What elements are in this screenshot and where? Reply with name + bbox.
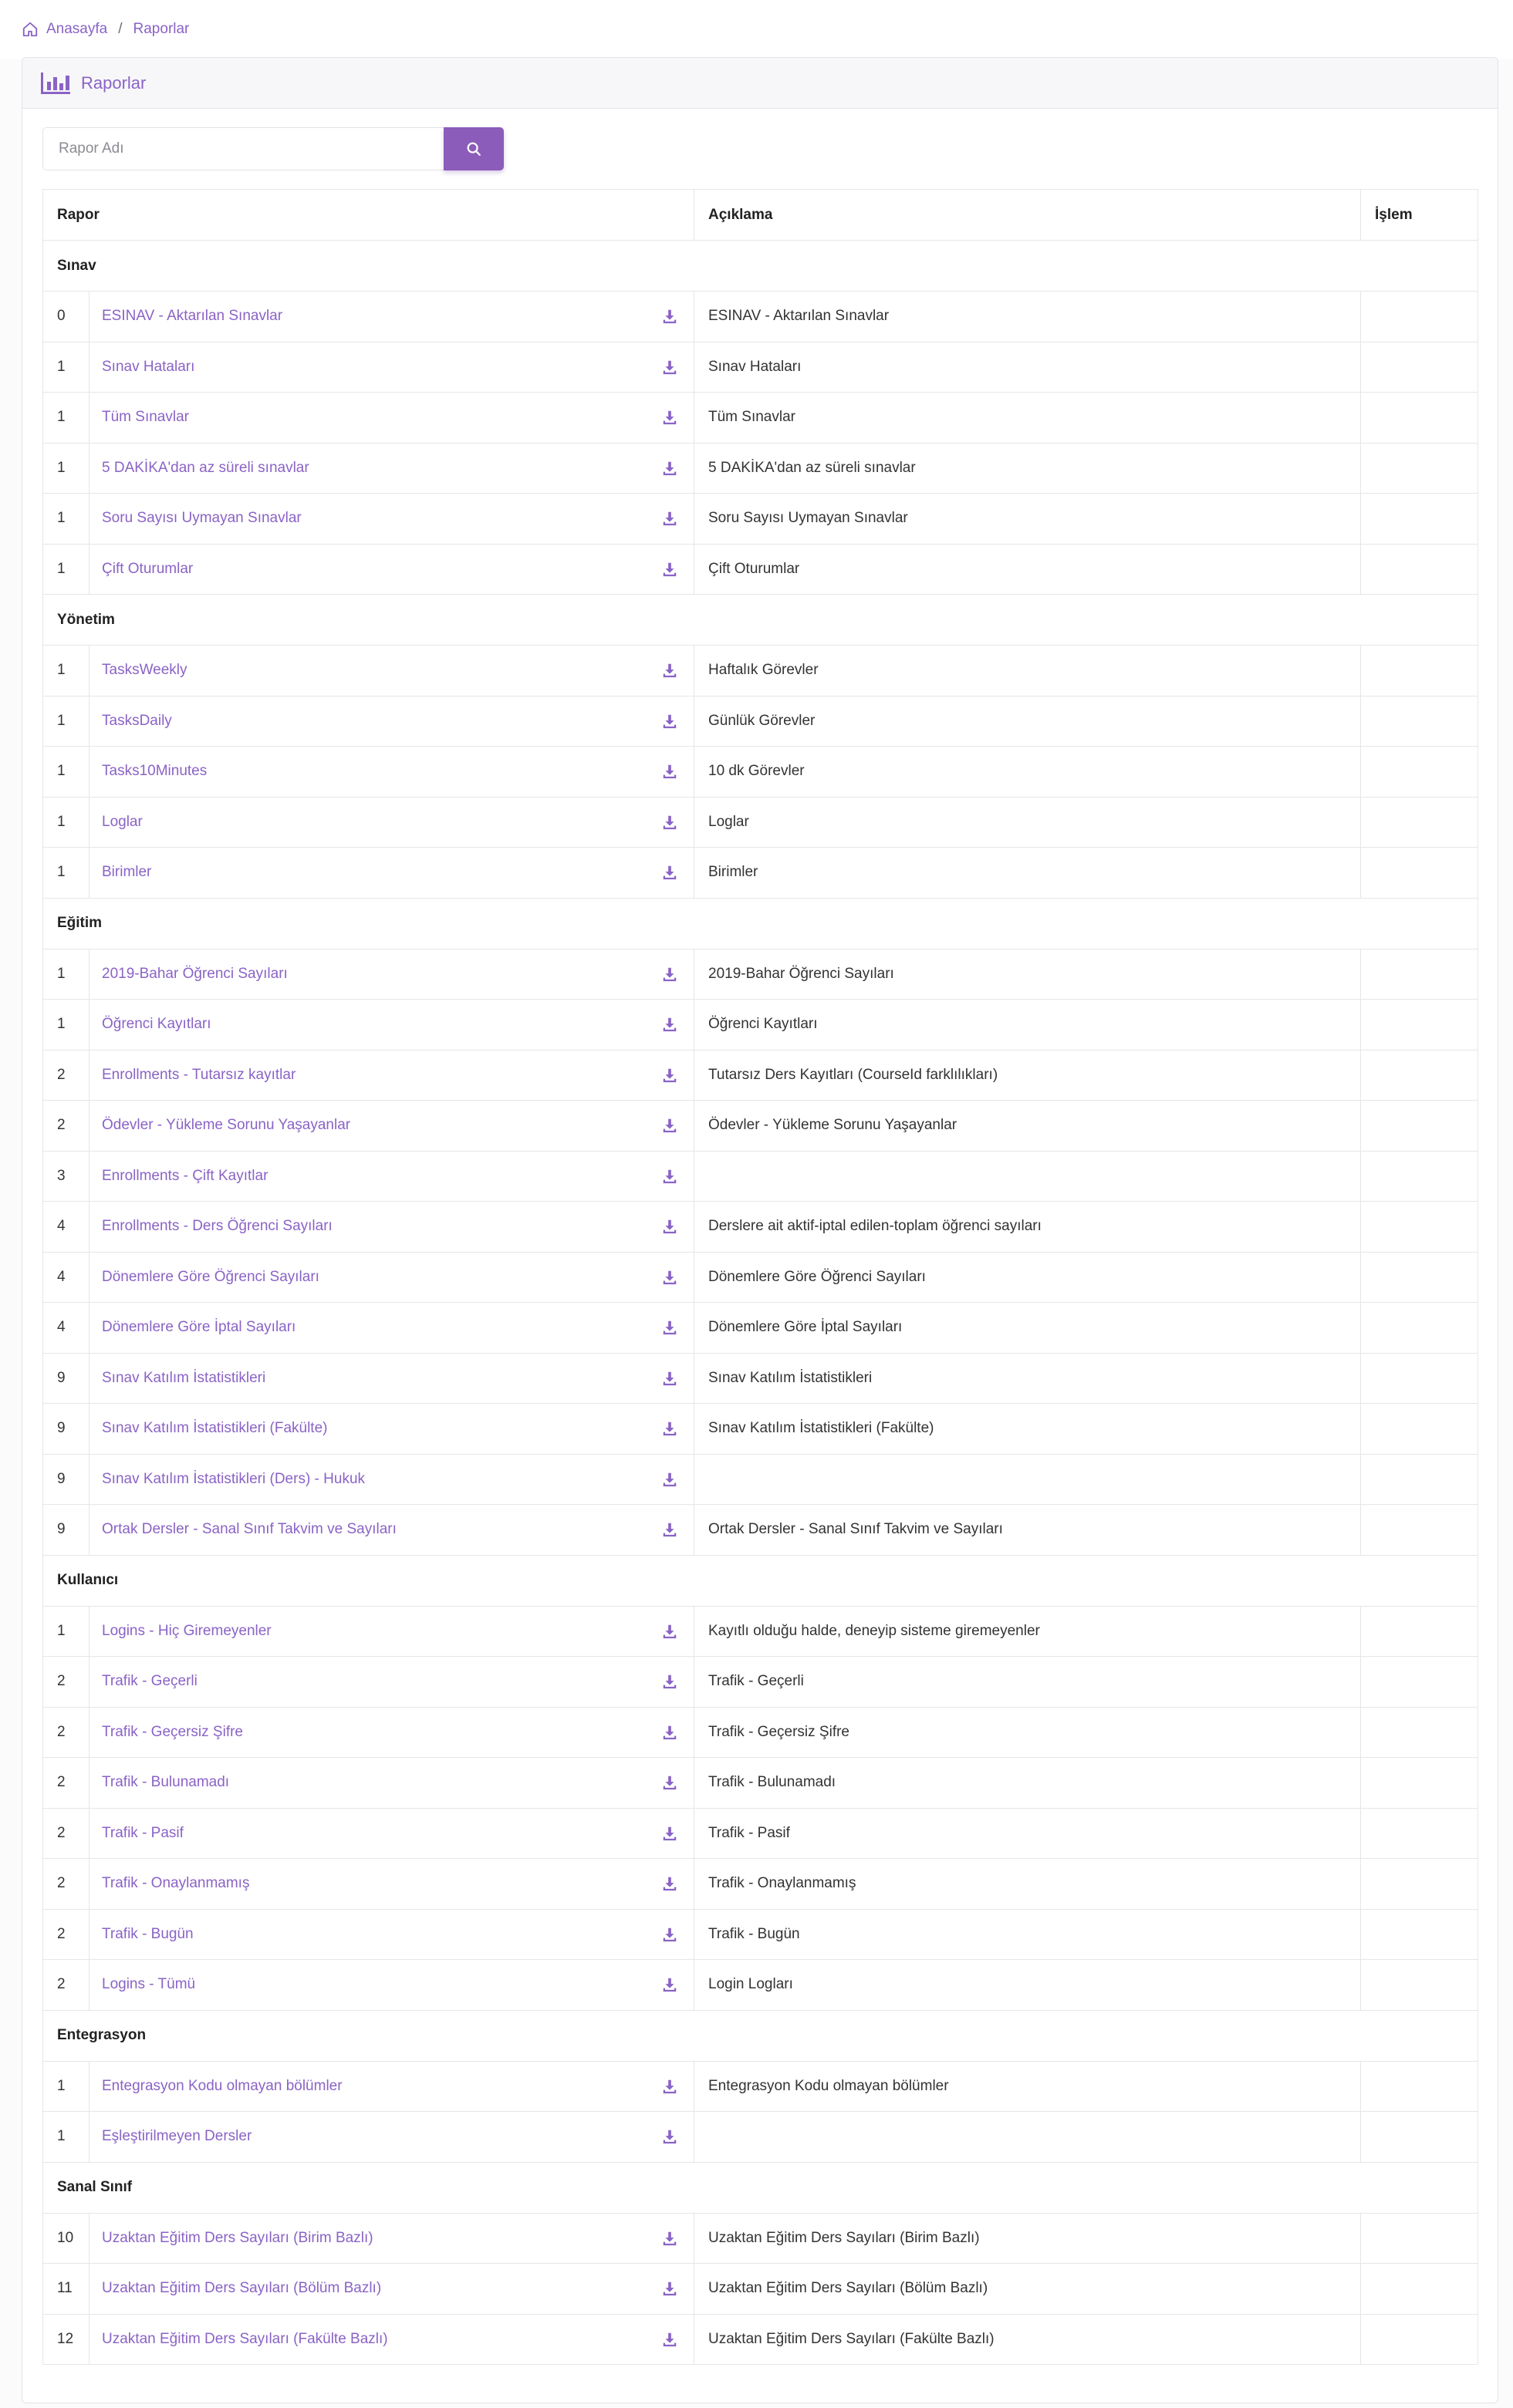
report-description: Trafik - Onaylanmamış [694, 1859, 1361, 1910]
report-description: Ortak Dersler - Sanal Sınıf Takvim ve Sayıları [694, 1505, 1361, 1556]
table-row [43, 1303, 1478, 1354]
download-icon[interactable] [661, 409, 678, 426]
row-order: 2 [43, 1707, 89, 1758]
download-icon[interactable] [661, 2230, 678, 2247]
report-name-cell [89, 2112, 694, 2163]
report-name-cell [89, 1252, 694, 1303]
action-cell [1361, 494, 1478, 545]
download-icon[interactable] [661, 2128, 678, 2145]
download-icon[interactable] [661, 510, 678, 527]
table-row [43, 2264, 1478, 2315]
table-row [43, 2061, 1478, 2112]
report-link[interactable]: TasksDaily [102, 712, 172, 729]
download-icon[interactable] [661, 1471, 678, 1488]
card-header [22, 58, 1498, 109]
row-order: 1 [43, 393, 89, 443]
bar-chart-icon [41, 73, 70, 94]
search-bar [42, 127, 504, 170]
report-description: Haftalık Görevler [694, 646, 1361, 696]
action-cell [1361, 2112, 1478, 2163]
table-row [43, 2314, 1478, 2365]
row-order: 2 [43, 1960, 89, 2011]
action-cell [1361, 1657, 1478, 1708]
breadcrumb-home-link[interactable]: Anasayfa [46, 21, 108, 37]
download-icon[interactable] [661, 1269, 678, 1286]
report-link[interactable]: Enrollments - Çift Kayıtlar [102, 1167, 268, 1184]
report-name-cell [89, 1707, 694, 1758]
report-link[interactable]: Trafik - Bugün [102, 1925, 194, 1942]
download-icon[interactable] [661, 1673, 678, 1690]
report-description [694, 1151, 1361, 1202]
action-cell [1361, 1202, 1478, 1253]
group-row [43, 2162, 1478, 2213]
action-cell [1361, 2264, 1478, 2315]
row-order: 1 [43, 544, 89, 595]
download-icon[interactable] [661, 359, 678, 376]
table-row [43, 1808, 1478, 1859]
reports-table [42, 189, 1478, 2365]
table-row [43, 393, 1478, 443]
report-description: Kayıtlı olduğu halde, deneyip sisteme giremeyenler [694, 1606, 1361, 1657]
report-name-cell [89, 1505, 694, 1556]
action-cell [1361, 1758, 1478, 1809]
table-row [43, 1657, 1478, 1708]
report-name-cell [89, 747, 694, 798]
table-row [43, 1101, 1478, 1152]
row-order: 1 [43, 342, 89, 393]
report-link[interactable]: Sınav Katılım İstatistikleri (Fakülte) [102, 1420, 328, 1437]
action-cell [1361, 544, 1478, 595]
row-order: 2 [43, 1758, 89, 1809]
report-link[interactable]: Eşleştirilmeyen Dersler [102, 2128, 252, 2145]
report-link[interactable]: Entegrasyon Kodu olmayan bölümler [102, 2077, 343, 2094]
group-title: Sanal Sınıf [43, 2162, 1478, 2213]
card-title: Raporlar [81, 73, 147, 93]
table-row [43, 949, 1478, 1000]
row-order: 1 [43, 1606, 89, 1657]
report-name-cell [89, 1454, 694, 1505]
row-order: 1 [43, 797, 89, 848]
report-link[interactable]: Loglar [102, 813, 143, 830]
report-name-cell [89, 2264, 694, 2315]
action-cell [1361, 443, 1478, 494]
row-order: 0 [43, 292, 89, 342]
row-order: 2 [43, 1050, 89, 1101]
download-icon[interactable] [661, 2280, 678, 2297]
report-description: Login Logları [694, 1960, 1361, 2011]
row-order: 4 [43, 1202, 89, 1253]
download-icon[interactable] [661, 1319, 678, 1336]
download-icon[interactable] [661, 864, 678, 881]
report-description: ESINAV - Aktarılan Sınavlar [694, 292, 1361, 342]
search-input[interactable] [42, 127, 444, 170]
action-cell [1361, 797, 1478, 848]
action-cell [1361, 1707, 1478, 1758]
report-name-cell [89, 2314, 694, 2365]
row-order: 1 [43, 848, 89, 899]
table-header-row [43, 190, 1478, 241]
table-row [43, 1252, 1478, 1303]
report-description: Entegrasyon Kodu olmayan bölümler [694, 2061, 1361, 2112]
table-body [43, 241, 1478, 2365]
report-link[interactable]: Sınav Katılım İstatistikleri [102, 1369, 266, 1386]
breadcrumb-current: Raporlar [133, 21, 190, 37]
report-name-cell [89, 393, 694, 443]
report-description: Trafik - Bulunamadı [694, 1758, 1361, 1809]
report-description: Sınav Katılım İstatistikleri (Fakülte) [694, 1404, 1361, 1455]
row-order: 12 [43, 2314, 89, 2365]
row-order: 2 [43, 1808, 89, 1859]
action-cell [1361, 1000, 1478, 1051]
action-cell [1361, 1505, 1478, 1556]
report-link[interactable]: Uzaktan Eğitim Ders Sayıları (Fakülte Bazlı) [102, 2330, 388, 2347]
table-row [43, 848, 1478, 899]
download-icon[interactable] [661, 1825, 678, 1842]
report-link[interactable]: 2019-Bahar Öğrenci Sayıları [102, 965, 288, 982]
table-row [43, 1404, 1478, 1455]
row-order: 1 [43, 949, 89, 1000]
row-order: 1 [43, 2112, 89, 2163]
report-description: Soru Sayısı Uymayan Sınavlar [694, 494, 1361, 545]
row-order: 4 [43, 1252, 89, 1303]
column-header-aciklama: Açıklama [694, 190, 1361, 241]
report-name-cell [89, 848, 694, 899]
report-description: Trafik - Bugün [694, 1909, 1361, 1960]
table-row [43, 1454, 1478, 1505]
table-row [43, 1353, 1478, 1404]
row-order: 2 [43, 1101, 89, 1152]
report-link[interactable]: Trafik - Bulunamadı [102, 1774, 230, 1791]
breadcrumb-separator: / [118, 21, 123, 37]
table-row [43, 696, 1478, 747]
report-name-cell [89, 494, 694, 545]
report-description: Loglar [694, 797, 1361, 848]
download-icon[interactable] [661, 2331, 678, 2348]
table-row [43, 2213, 1478, 2264]
download-icon[interactable] [661, 1117, 678, 1134]
reports-card [22, 57, 1498, 2403]
action-cell [1361, 292, 1478, 342]
report-link[interactable]: Öğrenci Kayıtları [102, 1016, 211, 1033]
table-row [43, 494, 1478, 545]
row-order: 1 [43, 494, 89, 545]
report-description: Tüm Sınavlar [694, 393, 1361, 443]
table-row [43, 1960, 1478, 2011]
report-name-cell [89, 1859, 694, 1910]
download-icon[interactable] [661, 460, 678, 477]
report-link[interactable]: Enrollments - Ders Öğrenci Sayıları [102, 1218, 333, 1235]
row-order: 3 [43, 1151, 89, 1202]
row-order: 9 [43, 1454, 89, 1505]
report-link[interactable]: Trafik - Pasif [102, 1824, 184, 1841]
group-row [43, 898, 1478, 949]
download-icon[interactable] [661, 1067, 678, 1084]
report-link[interactable]: Sınav Hataları [102, 358, 195, 375]
report-link[interactable]: Logins - Hiç Giremeyenler [102, 1622, 272, 1639]
group-row [43, 595, 1478, 646]
report-link[interactable]: Soru Sayısı Uymayan Sınavlar [102, 510, 302, 527]
action-cell [1361, 2314, 1478, 2365]
table-row [43, 1707, 1478, 1758]
group-title: Kullanıcı [43, 1555, 1478, 1606]
table-row [43, 1758, 1478, 1809]
report-description: Günlük Görevler [694, 696, 1361, 747]
report-name-cell [89, 1758, 694, 1809]
group-row [43, 2010, 1478, 2061]
report-link[interactable]: Çift Oturumlar [102, 560, 194, 577]
action-cell [1361, 1909, 1478, 1960]
download-icon[interactable] [661, 1420, 678, 1437]
row-order: 11 [43, 2264, 89, 2315]
action-cell [1361, 2213, 1478, 2264]
download-icon[interactable] [661, 1623, 678, 1640]
action-cell [1361, 949, 1478, 1000]
download-icon[interactable] [661, 1370, 678, 1387]
download-icon[interactable] [661, 713, 678, 730]
download-icon[interactable] [661, 1976, 678, 1993]
report-name-cell [89, 1657, 694, 1708]
table-row [43, 1505, 1478, 1556]
report-link[interactable]: Uzaktan Eğitim Ders Sayıları (Bölüm Bazlı) [102, 2280, 382, 2297]
report-name-cell [89, 1960, 694, 2011]
report-description [694, 2112, 1361, 2163]
report-description: Birimler [694, 848, 1361, 899]
report-description: Uzaktan Eğitim Ders Sayıları (Bölüm Bazlı) [694, 2264, 1361, 2315]
report-name-cell [89, 342, 694, 393]
row-order: 2 [43, 1859, 89, 1910]
action-cell [1361, 1101, 1478, 1152]
report-name-cell [89, 2213, 694, 2264]
report-link[interactable]: Enrollments - Tutarsız kayıtlar [102, 1066, 296, 1083]
report-description: Dönemlere Göre İptal Sayıları [694, 1303, 1361, 1354]
report-link[interactable]: 5 DAKİKA'dan az süreli sınavlar [102, 459, 309, 476]
row-order: 1 [43, 747, 89, 798]
action-cell [1361, 646, 1478, 696]
group-title: Entegrasyon [43, 2010, 1478, 2061]
report-description: Dönemlere Göre Öğrenci Sayıları [694, 1252, 1361, 1303]
report-link[interactable]: ESINAV - Aktarılan Sınavlar [102, 308, 283, 325]
report-name-cell [89, 2061, 694, 2112]
download-icon[interactable] [661, 1218, 678, 1235]
download-icon[interactable] [661, 763, 678, 780]
home-icon[interactable] [22, 21, 39, 38]
search-icon [465, 140, 482, 157]
download-icon[interactable] [661, 1521, 678, 1538]
row-order: 4 [43, 1303, 89, 1354]
report-name-cell [89, 949, 694, 1000]
report-description: Çift Oturumlar [694, 544, 1361, 595]
table-row [43, 1151, 1478, 1202]
report-name-cell [89, 443, 694, 494]
download-icon[interactable] [661, 561, 678, 578]
report-description: Ödevler - Yükleme Sorunu Yaşayanlar [694, 1101, 1361, 1152]
table-row [43, 1202, 1478, 1253]
breadcrumb [0, 0, 1513, 59]
report-name-cell [89, 292, 694, 342]
report-description: 5 DAKİKA'dan az süreli sınavlar [694, 443, 1361, 494]
table-row [43, 2112, 1478, 2163]
report-name-cell [89, 1909, 694, 1960]
report-description: Tutarsız Ders Kayıtları (CourseId farklılıkları) [694, 1050, 1361, 1101]
report-name-cell [89, 1353, 694, 1404]
download-icon[interactable] [661, 1168, 678, 1185]
report-description: Uzaktan Eğitim Ders Sayıları (Birim Bazlı) [694, 2213, 1361, 2264]
report-link[interactable]: Tüm Sınavlar [102, 409, 189, 426]
report-link[interactable]: Ödevler - Yükleme Sorunu Yaşayanlar [102, 1117, 351, 1134]
action-cell [1361, 1404, 1478, 1455]
report-link[interactable]: Trafik - Geçersiz Şifre [102, 1723, 243, 1740]
table-row [43, 1000, 1478, 1051]
table-row [43, 797, 1478, 848]
group-title: Sınav [43, 241, 1478, 292]
download-icon[interactable] [661, 1926, 678, 1943]
action-cell [1361, 1303, 1478, 1354]
row-order: 2 [43, 1909, 89, 1960]
table-row [43, 1050, 1478, 1101]
action-cell [1361, 848, 1478, 899]
report-name-cell [89, 1303, 694, 1354]
report-description: Sınav Hataları [694, 342, 1361, 393]
group-title: Eğitim [43, 898, 1478, 949]
report-description: 10 dk Görevler [694, 747, 1361, 798]
search-button[interactable] [444, 127, 504, 170]
action-cell [1361, 1151, 1478, 1202]
report-link[interactable]: Trafik - Onaylanmamış [102, 1875, 250, 1892]
action-cell [1361, 2061, 1478, 2112]
table-row [43, 1909, 1478, 1960]
table-row [43, 646, 1478, 696]
report-description: Trafik - Pasif [694, 1808, 1361, 1859]
report-description: Trafik - Geçersiz Şifre [694, 1707, 1361, 1758]
action-cell [1361, 1960, 1478, 2011]
download-icon[interactable] [661, 2078, 678, 2095]
group-row [43, 1555, 1478, 1606]
report-name-cell [89, 797, 694, 848]
report-name-cell [89, 544, 694, 595]
report-name-cell [89, 696, 694, 747]
report-link[interactable]: Sınav Katılım İstatistikleri (Ders) - Hukuk [102, 1470, 366, 1487]
download-icon[interactable] [661, 308, 678, 325]
row-order: 10 [43, 2213, 89, 2264]
report-description: Sınav Katılım İstatistikleri [694, 1353, 1361, 1404]
action-cell [1361, 1252, 1478, 1303]
download-icon[interactable] [661, 1875, 678, 1892]
report-name-cell [89, 1050, 694, 1101]
action-cell [1361, 1808, 1478, 1859]
table-row [43, 747, 1478, 798]
download-icon[interactable] [661, 1724, 678, 1741]
report-name-cell [89, 1101, 694, 1152]
row-order: 1 [43, 2061, 89, 2112]
action-cell [1361, 1454, 1478, 1505]
table-row [43, 342, 1478, 393]
report-description: Uzaktan Eğitim Ders Sayıları (Fakülte Bazlı) [694, 2314, 1361, 2365]
action-cell [1361, 696, 1478, 747]
row-order: 9 [43, 1505, 89, 1556]
report-name-cell [89, 1151, 694, 1202]
report-name-cell [89, 1808, 694, 1859]
table-row [43, 292, 1478, 342]
table-row [43, 1859, 1478, 1910]
download-icon[interactable] [661, 814, 678, 831]
report-link[interactable]: Uzaktan Eğitim Ders Sayıları (Birim Bazlı) [102, 2229, 373, 2246]
row-order: 1 [43, 696, 89, 747]
row-order: 9 [43, 1404, 89, 1455]
row-order: 1 [43, 443, 89, 494]
action-cell [1361, 747, 1478, 798]
download-icon[interactable] [661, 966, 678, 983]
report-link[interactable]: Trafik - Geçerli [102, 1673, 198, 1690]
action-cell [1361, 1353, 1478, 1404]
report-link[interactable]: Dönemlere Göre Öğrenci Sayıları [102, 1268, 319, 1285]
report-name-cell [89, 646, 694, 696]
report-link[interactable]: Logins - Tümü [102, 1976, 196, 1993]
report-link[interactable]: TasksWeekly [102, 662, 187, 679]
row-order: 1 [43, 1000, 89, 1051]
group-title: Yönetim [43, 595, 1478, 646]
report-description: Derslere ait aktif-iptal edilen-toplam öğrenci sayıları [694, 1202, 1361, 1253]
report-name-cell [89, 1000, 694, 1051]
action-cell [1361, 1050, 1478, 1101]
report-description: Öğrenci Kayıtları [694, 1000, 1361, 1051]
column-header-rapor: Rapor [43, 190, 694, 241]
report-link[interactable]: Birimler [102, 864, 152, 881]
download-icon[interactable] [661, 1016, 678, 1033]
table-row [43, 1606, 1478, 1657]
report-name-cell [89, 1404, 694, 1455]
download-icon[interactable] [661, 662, 678, 679]
row-order: 9 [43, 1353, 89, 1404]
row-order: 1 [43, 646, 89, 696]
report-description: Trafik - Geçerli [694, 1657, 1361, 1708]
action-cell [1361, 393, 1478, 443]
action-cell [1361, 1606, 1478, 1657]
report-link[interactable]: Ortak Dersler - Sanal Sınıf Takvim ve Sayıları [102, 1521, 397, 1538]
action-cell [1361, 1859, 1478, 1910]
table-row [43, 544, 1478, 595]
report-link[interactable]: Tasks10Minutes [102, 763, 208, 780]
report-name-cell [89, 1606, 694, 1657]
table-row [43, 443, 1478, 494]
column-header-islem: İşlem [1361, 190, 1478, 241]
report-link[interactable]: Dönemlere Göre İptal Sayıları [102, 1319, 296, 1336]
row-order: 2 [43, 1657, 89, 1708]
report-name-cell [89, 1202, 694, 1253]
action-cell [1361, 342, 1478, 393]
report-description [694, 1454, 1361, 1505]
download-icon[interactable] [661, 1774, 678, 1791]
group-row [43, 241, 1478, 292]
report-description: 2019-Bahar Öğrenci Sayıları [694, 949, 1361, 1000]
